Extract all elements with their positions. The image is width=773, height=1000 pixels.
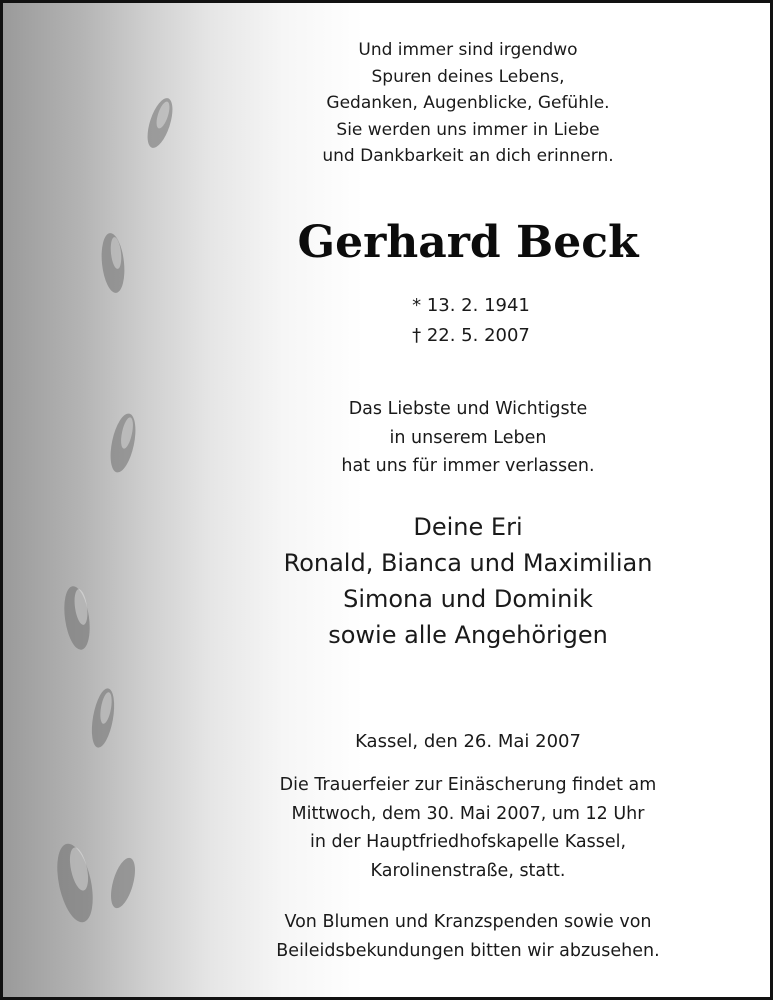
request-line: Beileidsbekundungen bitten wir abzusehen. xyxy=(276,940,660,961)
poem-line: Gedanken, Augenblicke, Gefühle. xyxy=(326,93,610,113)
mourners-list xyxy=(203,509,733,653)
poem-line: Und immer sind irgendwo xyxy=(358,40,578,60)
poem-line: Sie werden uns immer in Liebe xyxy=(336,119,600,140)
footprint-7 xyxy=(106,855,140,910)
birth-date: * 13. 2. 1941 xyxy=(412,295,530,316)
death-date: † 22. 5. 2007 xyxy=(412,325,530,346)
ceremony-line: in der Hauptfriedhofskapelle Kassel, xyxy=(309,832,627,852)
place-and-date: Kassel, den 26. Mai 2007 xyxy=(355,731,581,752)
poem-line: Spuren deines Lebens, xyxy=(371,66,565,87)
life-dates xyxy=(203,291,733,351)
mourner-line: Simona und Dominik xyxy=(343,585,593,613)
ceremony-line: Mittwoch, dem 30. Mai 2007, um 12 Uhr xyxy=(291,803,645,824)
phrase-line: Das Liebste und Wichtigste xyxy=(348,399,588,419)
phrase-line: hat uns für immer verlassen. xyxy=(341,456,595,476)
mourner-line: Deine Eri xyxy=(413,513,523,541)
deceased-name: Gerhard Beck xyxy=(297,217,639,268)
phrase-line: in unserem Leben xyxy=(389,427,547,448)
farewell-phrase xyxy=(203,395,733,481)
poem-line: und Dankbarkeit an dich erinnern. xyxy=(322,146,614,166)
memorial-poem xyxy=(203,37,733,170)
mourner-line: sowie alle Angehörigen xyxy=(328,621,608,649)
request-line: Von Blumen und Kranzspenden sowie von xyxy=(284,912,652,932)
ceremony-line: Die Trauerfeier zur Einäscherung findet am xyxy=(279,775,657,795)
ceremony-line: Karolinenstraße, statt. xyxy=(370,860,566,881)
mourner-line: Ronald, Bianca und Maximilian xyxy=(283,549,653,577)
condolence-request xyxy=(203,908,733,965)
ceremony-info xyxy=(203,771,733,885)
